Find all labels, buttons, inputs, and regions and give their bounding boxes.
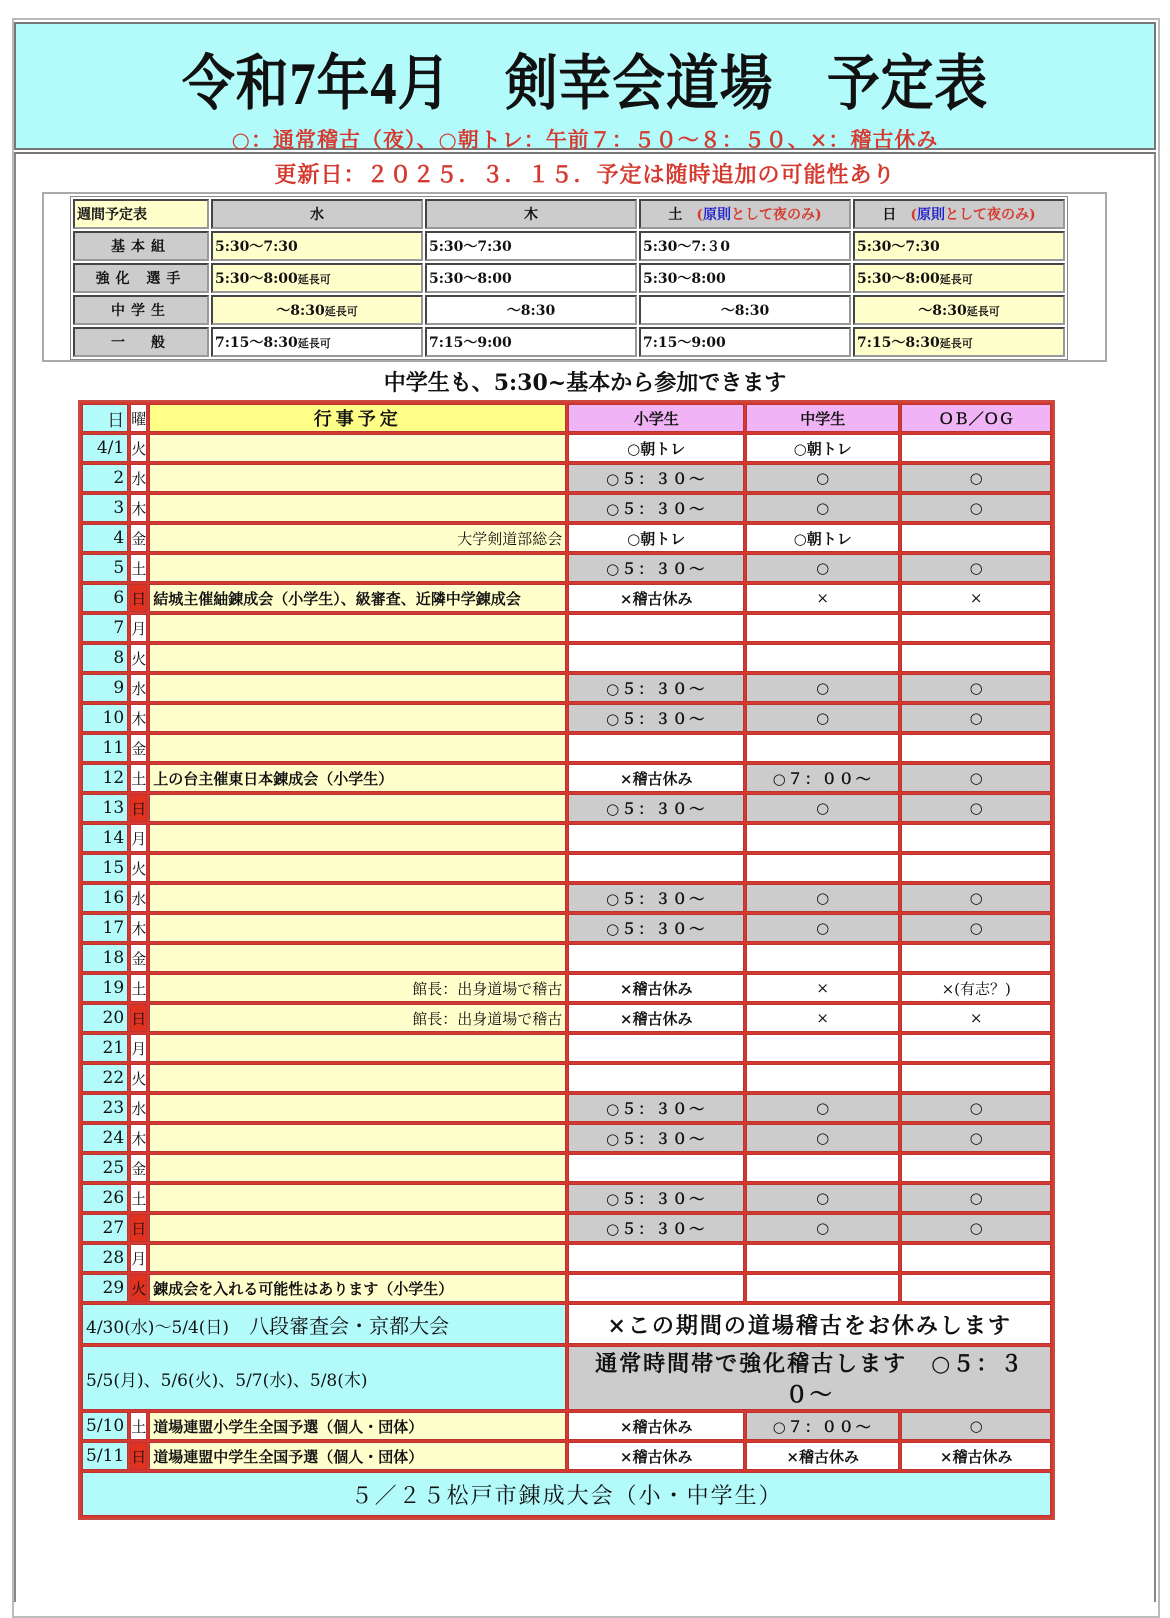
header-event: 行事予定 — [149, 404, 566, 432]
junior-high-cell: ○ — [746, 704, 899, 732]
weekday-cell: 土 — [130, 554, 147, 582]
weekday-cell: 月 — [130, 1034, 147, 1062]
event-cell — [149, 1184, 566, 1212]
main-header-row — [82, 404, 1051, 432]
obog-cell: ○ — [901, 554, 1051, 582]
table-row — [82, 494, 1051, 522]
weekday-cell: 金 — [130, 1154, 147, 1182]
period-kyoto-label: 4/30(水)〜5/4(日) 八段審査会・京都大会 — [82, 1304, 566, 1344]
weekly-header-row — [73, 199, 1065, 229]
elementary-cell: ○５：３０〜 — [568, 1094, 744, 1122]
obog-cell — [901, 1244, 1051, 1272]
junior-high-cell — [746, 1244, 899, 1272]
weekday-cell: 火 — [130, 1064, 147, 1092]
header-obog: ＯＢ／ＯＧ — [901, 404, 1051, 432]
date-cell: 5/11 — [82, 1442, 128, 1470]
weekly-day-thu: 木 — [425, 199, 637, 229]
event-cell — [149, 554, 566, 582]
table-row — [82, 614, 1051, 642]
date-cell: 5/10 — [82, 1412, 128, 1440]
weekly-day-sat: 土 (原則として夜のみ) — [639, 199, 851, 229]
junior-high-cell — [746, 854, 899, 882]
junior-high-cell: ×稽古休み — [746, 1442, 899, 1470]
date-cell: 29 — [82, 1274, 128, 1302]
elementary-cell — [568, 824, 744, 852]
weekday-cell: 月 — [130, 1244, 147, 1272]
weekday-cell: 金 — [130, 524, 147, 552]
weekly-table — [70, 196, 1068, 360]
obog-cell: ○ — [901, 764, 1051, 792]
obog-cell: ○ — [901, 1094, 1051, 1122]
junior-high-cell — [746, 1064, 899, 1092]
junior-high-notice: 中学生も、5:30~基本から参加できます — [383, 370, 787, 396]
elementary-cell — [568, 1064, 744, 1092]
elementary-cell: ×稽古休み — [568, 764, 744, 792]
obog-cell — [901, 824, 1051, 852]
junior-high-cell: ○朝トレ — [746, 434, 899, 462]
table-row — [82, 1064, 1051, 1092]
obog-cell — [901, 524, 1051, 552]
period-may-note: 通常時間帯で強化稽古します ○５：３０〜 — [568, 1346, 1051, 1410]
elementary-cell — [568, 734, 744, 762]
junior-high-cell — [746, 1034, 899, 1062]
weekday-cell: 水 — [130, 884, 147, 912]
date-cell: 13 — [82, 794, 128, 822]
weekday-cell: 日 — [130, 1442, 147, 1470]
date-cell: 8 — [82, 644, 128, 672]
date-cell: 2 — [82, 464, 128, 492]
event-cell: 館長：出身道場で稽古 — [149, 974, 566, 1002]
obog-cell: ○ — [901, 494, 1051, 522]
weekly-day-sun: 日 (原則として夜のみ) — [853, 199, 1065, 229]
elementary-cell: ○５：３０〜 — [568, 554, 744, 582]
junior-high-cell: ○ — [746, 794, 899, 822]
date-cell: 23 — [82, 1094, 128, 1122]
date-cell: 12 — [82, 764, 128, 792]
date-cell: 28 — [82, 1244, 128, 1272]
date-cell: 3 — [82, 494, 128, 522]
event-cell — [149, 854, 566, 882]
junior-high-cell: ○朝トレ — [746, 524, 899, 552]
obog-cell: × — [901, 1004, 1051, 1032]
event-cell — [149, 794, 566, 822]
period-row-kyoto — [82, 1304, 1051, 1344]
table-row — [82, 914, 1051, 942]
event-cell: 道場連盟中学生全国予選（個人・団体） — [149, 1442, 566, 1470]
date-cell: 17 — [82, 914, 128, 942]
junior-high-cell — [746, 1274, 899, 1302]
table-row — [82, 974, 1051, 1002]
weekday-cell: 日 — [130, 584, 147, 612]
table-row — [82, 1214, 1051, 1242]
weekday-cell: 火 — [130, 1274, 147, 1302]
table-row — [82, 944, 1051, 972]
date-cell: 6 — [82, 584, 128, 612]
date-cell: 11 — [82, 734, 128, 762]
junior-high-cell: ○ — [746, 674, 899, 702]
event-cell — [149, 944, 566, 972]
event-cell — [149, 1064, 566, 1092]
junior-high-cell: ○７：００〜 — [746, 764, 899, 792]
date-cell: 20 — [82, 1004, 128, 1032]
date-cell: 24 — [82, 1124, 128, 1152]
elementary-cell: ○朝トレ — [568, 524, 744, 552]
date-cell: 5 — [82, 554, 128, 582]
date-cell: 4/1 — [82, 434, 128, 462]
weekday-cell: 土 — [130, 974, 147, 1002]
elementary-cell: ○５：３０〜 — [568, 704, 744, 732]
weekday-cell: 木 — [130, 494, 147, 522]
table-row — [82, 644, 1051, 672]
weekday-cell: 水 — [130, 1094, 147, 1122]
table-row — [82, 794, 1051, 822]
elementary-cell — [568, 614, 744, 642]
obog-cell: ×稽古休み — [901, 1442, 1051, 1470]
elementary-cell: ○５：３０〜 — [568, 674, 744, 702]
event-cell — [149, 674, 566, 702]
table-row — [82, 1094, 1051, 1122]
event-cell — [149, 1034, 566, 1062]
date-cell: 9 — [82, 674, 128, 702]
junior-high-cell: ○７：００〜 — [746, 1412, 899, 1440]
elementary-cell: ○５：３０〜 — [568, 884, 744, 912]
weekday-cell: 金 — [130, 734, 147, 762]
legend-text: ○：通常稽古（夜）、○朝トレ：午前７：５０〜８：５０、×：稽古休み — [231, 127, 939, 152]
obog-cell: ○ — [901, 794, 1051, 822]
table-row — [82, 1274, 1051, 1302]
weekday-cell: 火 — [130, 644, 147, 672]
obog-cell — [901, 1154, 1051, 1182]
table-row — [82, 734, 1051, 762]
header-junior-high: 中学生 — [746, 404, 899, 432]
obog-cell: ○ — [901, 914, 1051, 942]
elementary-cell: ×稽古休み — [568, 1004, 744, 1032]
date-cell: 26 — [82, 1184, 128, 1212]
period-kyoto-note: ×この期間の道場稽古をお休みします — [568, 1304, 1051, 1344]
date-cell: 22 — [82, 1064, 128, 1092]
event-cell — [149, 704, 566, 732]
obog-cell: × — [901, 584, 1051, 612]
weekday-cell: 土 — [130, 1412, 147, 1440]
elementary-cell — [568, 944, 744, 972]
elementary-cell — [568, 854, 744, 882]
obog-cell — [901, 1064, 1051, 1092]
event-cell — [149, 434, 566, 462]
table-row — [82, 1184, 1051, 1212]
elementary-cell: ○５：３０〜 — [568, 794, 744, 822]
event-cell — [149, 614, 566, 642]
elementary-cell — [568, 644, 744, 672]
junior-high-cell: ○ — [746, 914, 899, 942]
table-row — [82, 1244, 1051, 1272]
event-cell: 錬成会を入れる可能性はあります（小学生） — [149, 1274, 566, 1302]
elementary-cell: ×稽古休み — [568, 584, 744, 612]
weekday-cell: 土 — [130, 1184, 147, 1212]
obog-cell: ○ — [901, 1124, 1051, 1152]
table-row — [82, 584, 1051, 612]
table-row — [82, 884, 1051, 912]
weekly-schedule — [42, 192, 1107, 362]
event-cell — [149, 824, 566, 852]
junior-high-cell — [746, 734, 899, 762]
obog-cell: ○ — [901, 704, 1051, 732]
obog-cell — [901, 434, 1051, 462]
obog-cell: ○ — [901, 464, 1051, 492]
obog-cell: ○ — [901, 1214, 1051, 1242]
monthly-schedule-table — [78, 400, 1055, 1520]
date-cell: 4 — [82, 524, 128, 552]
junior-high-cell — [746, 944, 899, 972]
elementary-cell — [568, 1244, 744, 1272]
elementary-cell: ×稽古休み — [568, 974, 744, 1002]
date-cell: 18 — [82, 944, 128, 972]
weekly-row-advanced: 強化 選手 5:30〜8:00延長可 5:30〜8:00 5:30〜8:00 5:30〜8:00延長可 — [73, 263, 1065, 293]
weekday-cell: 火 — [130, 854, 147, 882]
event-cell — [149, 734, 566, 762]
junior-high-cell: ○ — [746, 1214, 899, 1242]
footer-event: ５／２５松戸市錬成大会（小・中学生） — [82, 1472, 1051, 1516]
event-cell — [149, 1154, 566, 1182]
junior-high-cell: ○ — [746, 1184, 899, 1212]
obog-cell: ○ — [901, 1184, 1051, 1212]
event-cell: 館長：出身道場で稽古 — [149, 1004, 566, 1032]
junior-high-cell: ○ — [746, 494, 899, 522]
date-cell: 10 — [82, 704, 128, 732]
weekday-cell: 月 — [130, 614, 147, 642]
event-cell — [149, 914, 566, 942]
period-may-label: 5/5(月)、5/6(火)、5/7(水)、5/8(木) — [82, 1346, 566, 1410]
date-cell: 7 — [82, 614, 128, 642]
table-row — [82, 554, 1051, 582]
obog-cell: ×(有志？) — [901, 974, 1051, 1002]
elementary-cell: ×稽古休み — [568, 1442, 744, 1470]
weekday-cell: 水 — [130, 464, 147, 492]
junior-high-cell: × — [746, 1004, 899, 1032]
weekday-cell: 土 — [130, 764, 147, 792]
elementary-cell — [568, 1274, 744, 1302]
weekly-day-wed: 水 — [211, 199, 423, 229]
weekday-cell: 木 — [130, 704, 147, 732]
event-cell — [149, 1244, 566, 1272]
update-date: 更新日：２０２５．３．１５．予定は随時追加の可能性あり — [274, 162, 896, 188]
table-row — [82, 764, 1051, 792]
obog-cell — [901, 644, 1051, 672]
junior-high-cell — [746, 614, 899, 642]
junior-high-cell — [746, 1154, 899, 1182]
date-cell: 25 — [82, 1154, 128, 1182]
weekday-cell: 日 — [130, 1004, 147, 1032]
table-row — [82, 464, 1051, 492]
junior-high-cell: ○ — [746, 554, 899, 582]
period-row-may — [82, 1346, 1051, 1410]
event-cell — [149, 1214, 566, 1242]
junior-high-cell — [746, 824, 899, 852]
elementary-cell — [568, 1154, 744, 1182]
weekly-row-general: 一 般 7:15〜8:30延長可 7:15〜9:00 7:15〜9:00 7:15〜8:30延長可 — [73, 327, 1065, 357]
page-header — [14, 22, 1156, 150]
event-cell: 結城主催紬錬成会（小学生）、級審査、近隣中学錬成会 — [149, 584, 566, 612]
obog-cell: ○ — [901, 884, 1051, 912]
weekday-cell: 日 — [130, 794, 147, 822]
table-row — [82, 1004, 1051, 1032]
weekday-cell: 月 — [130, 824, 147, 852]
weekday-cell: 木 — [130, 1124, 147, 1152]
table-row — [82, 674, 1051, 702]
event-cell — [149, 1124, 566, 1152]
weekday-cell: 金 — [130, 944, 147, 972]
date-cell: 21 — [82, 1034, 128, 1062]
date-cell: 16 — [82, 884, 128, 912]
date-cell: 15 — [82, 854, 128, 882]
date-cell: 27 — [82, 1214, 128, 1242]
obog-cell — [901, 1034, 1051, 1062]
junior-high-cell: ○ — [746, 884, 899, 912]
junior-high-cell: × — [746, 974, 899, 1002]
table-row — [82, 824, 1051, 852]
event-cell — [149, 884, 566, 912]
weekday-cell: 火 — [130, 434, 147, 462]
elementary-cell: ○５：３０〜 — [568, 464, 744, 492]
junior-high-cell: ○ — [746, 1124, 899, 1152]
elementary-cell: ○朝トレ — [568, 434, 744, 462]
table-row — [82, 704, 1051, 732]
weekly-row-basic: 基本組 5:30〜7:30 5:30〜7:30 5:30〜7:３0 5:30〜7:30 — [73, 231, 1065, 261]
weekly-corner-label: 週間予定表 — [73, 199, 209, 229]
table-row — [82, 1124, 1051, 1152]
table-row — [82, 854, 1051, 882]
table-row — [82, 1034, 1051, 1062]
footer-row — [82, 1472, 1051, 1516]
elementary-cell: ×稽古休み — [568, 1412, 744, 1440]
obog-cell — [901, 854, 1051, 882]
event-cell — [149, 494, 566, 522]
page-title: 令和7年4月 剣幸会道場 予定表 — [181, 51, 989, 117]
date-cell: 19 — [82, 974, 128, 1002]
elementary-cell: ○５：３０〜 — [568, 1124, 744, 1152]
junior-high-cell: ○ — [746, 1094, 899, 1122]
obog-cell — [901, 1274, 1051, 1302]
event-cell — [149, 1094, 566, 1122]
may-row — [82, 1412, 1051, 1440]
event-cell — [149, 464, 566, 492]
weekday-cell: 日 — [130, 1214, 147, 1242]
table-row — [82, 1154, 1051, 1182]
obog-cell: ○ — [901, 1412, 1051, 1440]
weekday-cell: 水 — [130, 674, 147, 702]
weekly-row-junior-high: 中学生 〜8:30延長可 〜8:30 〜8:30 〜8:30延長可 — [73, 295, 1065, 325]
event-cell: 大学剣道部総会 — [149, 524, 566, 552]
header-elementary: 小学生 — [568, 404, 744, 432]
weekday-cell: 木 — [130, 914, 147, 942]
elementary-cell: ○５：３０〜 — [568, 1214, 744, 1242]
obog-cell: ○ — [901, 674, 1051, 702]
elementary-cell — [568, 1034, 744, 1062]
junior-high-cell — [746, 644, 899, 672]
junior-high-cell: × — [746, 584, 899, 612]
date-cell: 14 — [82, 824, 128, 852]
table-row — [82, 434, 1051, 462]
elementary-cell: ○５：３０〜 — [568, 494, 744, 522]
header-date: 日 — [82, 404, 128, 432]
event-cell: 道場連盟小学生全国予選（個人・団体） — [149, 1412, 566, 1440]
obog-cell — [901, 944, 1051, 972]
obog-cell — [901, 614, 1051, 642]
may-row — [82, 1442, 1051, 1470]
event-cell — [149, 644, 566, 672]
elementary-cell: ○５：３０〜 — [568, 1184, 744, 1212]
table-row — [82, 524, 1051, 552]
elementary-cell: ○５：３０〜 — [568, 914, 744, 942]
obog-cell — [901, 734, 1051, 762]
junior-high-cell: ○ — [746, 464, 899, 492]
header-weekday: 曜 — [130, 404, 147, 432]
event-cell: 上の台主催東日本錬成会（小学生） — [149, 764, 566, 792]
